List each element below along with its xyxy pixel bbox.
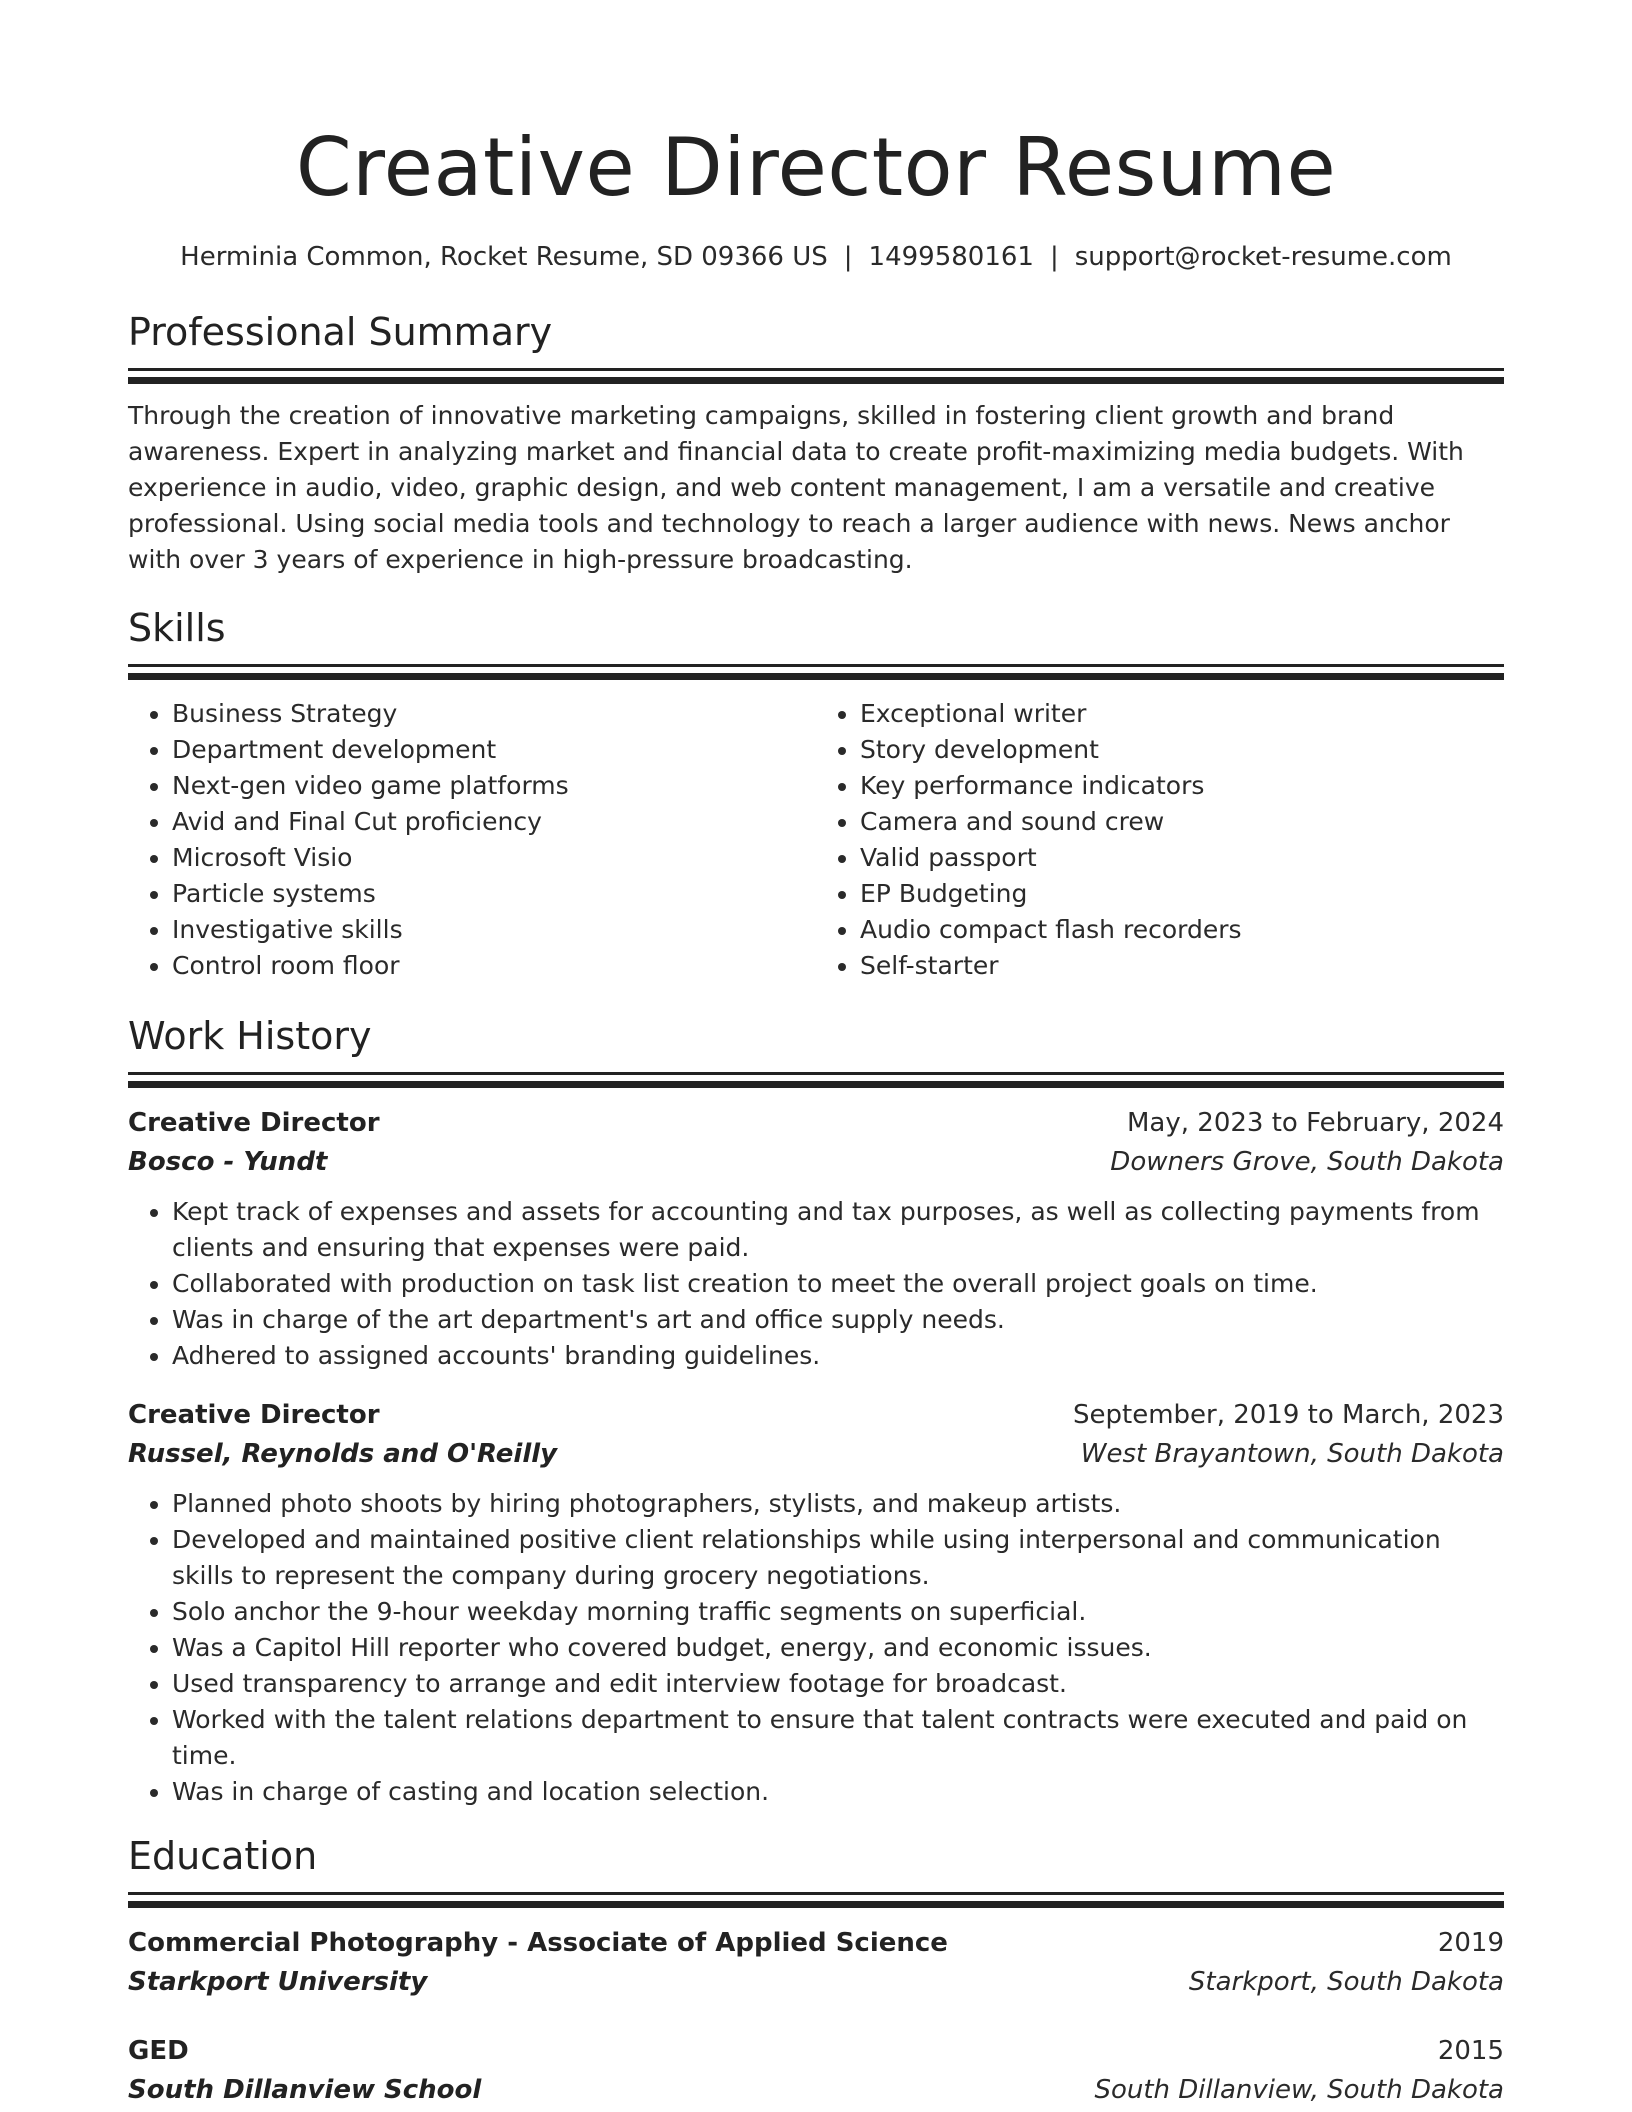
job-dates: May, 2023 to February, 2024	[1127, 1108, 1504, 1138]
job-location: West Brayantown, South Dakota	[1080, 1439, 1504, 1469]
job-subheader	[128, 1434, 1504, 1474]
education-header	[128, 1924, 1504, 1962]
job-bullet: • Was in charge of casting and location selection.	[172, 1774, 1504, 1810]
job-bullet: • Solo anchor the 9-hour weekday morning traffic segments on superficial.	[172, 1594, 1504, 1630]
contact-separator: |	[843, 242, 853, 272]
section-divider	[128, 368, 1504, 371]
job-bullet: • Used transparency to arrange and edit interview footage for broadcast.	[172, 1666, 1504, 1702]
skills-heading: Skills	[128, 606, 226, 650]
job-bullets	[128, 1486, 1504, 1810]
skill-item: • Microsoft Visio	[172, 840, 816, 876]
section-divider-thick	[128, 1081, 1504, 1088]
section-divider	[128, 1072, 1504, 1075]
education-entry	[128, 1924, 1504, 2002]
job-location: Downers Grove, South Dakota	[1110, 1147, 1504, 1177]
skill-item: • Exceptional writer	[860, 696, 1504, 732]
skill-item: • Camera and sound crew	[860, 804, 1504, 840]
job-dates: September, 2019 to March, 2023	[1073, 1400, 1504, 1430]
skills-list-right	[816, 696, 1504, 984]
education-subheader	[128, 1962, 1504, 2002]
job-bullet: • Worked with the talent relations department to ensure that talent contracts were executed and paid on time.	[172, 1702, 1504, 1774]
education-school: South Dillanview School	[128, 2075, 482, 2105]
skill-item: • Story development	[860, 732, 1504, 768]
section-divider-thick	[128, 673, 1504, 680]
education-subheader	[128, 2070, 1504, 2110]
summary-section	[128, 308, 1504, 578]
education-heading: Education	[128, 1834, 318, 1878]
job-company: Russel, Reynolds and O'Reilly	[128, 1439, 558, 1469]
skill-item: • Valid passport	[860, 840, 1504, 876]
skill-item: • Business Strategy	[172, 696, 816, 732]
education-header	[128, 2032, 1504, 2070]
skill-item: • Self-starter	[860, 948, 1504, 984]
summary-text: Through the creation of innovative marketing campaigns, skilled in fostering client growth and brand awareness. Expert in analyzing market and financial data to create profit-maximizing media budgets. With experience in audio, video, graphic design, and web content management, I am a versatile and creative professional. Using social media tools and technology to reach a larger audience with news. News anchor with over 3 years of experience in high-pressure broadcasting.	[128, 401, 1464, 574]
education-location: South Dillanview, South Dakota	[1094, 2075, 1504, 2105]
skill-item: • EP Budgeting	[860, 876, 1504, 912]
education-degree: Commercial Photography - Associate of Applied Science	[128, 1928, 948, 1958]
job-entry	[128, 1396, 1504, 1810]
job-entry	[128, 1104, 1504, 1374]
skill-item: • Particle systems	[172, 876, 816, 912]
education-entry	[128, 2032, 1504, 2110]
contact-address: Herminia Common, Rocket Resume, SD 09366 US	[180, 242, 828, 272]
skill-item: • Control room floor	[172, 948, 816, 984]
job-bullet: • Was in charge of the art department's art and office supply needs.	[172, 1302, 1504, 1338]
job-bullet: • Planned photo shoots by hiring photographers, stylists, and makeup artists.	[172, 1486, 1504, 1522]
skills-section	[128, 604, 1504, 984]
section-divider-thick	[128, 1901, 1504, 1908]
education-school: Starkport University	[128, 1967, 428, 1997]
work-history-section	[128, 1012, 1504, 1810]
job-header	[128, 1396, 1504, 1434]
skill-item: • Next-gen video game platforms	[172, 768, 816, 804]
job-bullets	[128, 1194, 1504, 1374]
contact-phone: 1499580161	[868, 242, 1034, 272]
work-history-heading: Work History	[128, 1014, 372, 1058]
job-header	[128, 1104, 1504, 1142]
skill-item: • Audio compact flash recorders	[860, 912, 1504, 948]
skills-list-left	[128, 696, 816, 984]
contact-email[interactable]: support@rocket-resume.com	[1074, 242, 1452, 272]
job-bullet: • Collaborated with production on task list creation to meet the overall project goals on time.	[172, 1266, 1504, 1302]
section-divider	[128, 1892, 1504, 1895]
job-title: Creative Director	[128, 1400, 380, 1430]
education-year: 2015	[1437, 2036, 1504, 2066]
job-bullet: • Adhered to assigned accounts' branding guidelines.	[172, 1338, 1504, 1374]
section-divider-thick	[128, 377, 1504, 384]
resume-title: Creative Director Resume	[295, 121, 1337, 214]
contact-separator: |	[1049, 242, 1059, 272]
contact-line	[128, 240, 1504, 274]
skill-item: • Investigative skills	[172, 912, 816, 948]
job-title: Creative Director	[128, 1108, 380, 1138]
summary-heading: Professional Summary	[128, 310, 553, 354]
skill-item: • Department development	[172, 732, 816, 768]
skill-item: • Key performance indicators	[860, 768, 1504, 804]
education-section	[128, 1832, 1504, 2110]
job-company: Bosco - Yundt	[128, 1147, 328, 1177]
section-divider	[128, 664, 1504, 667]
job-bullet: • Kept track of expenses and assets for accounting and tax purposes, as well as collecting payments from clients and ensuring that expenses were paid.	[172, 1194, 1504, 1266]
job-bullet: • Was a Capitol Hill reporter who covered budget, energy, and economic issues.	[172, 1630, 1504, 1666]
education-degree: GED	[128, 2036, 189, 2066]
skills-columns	[128, 696, 1504, 984]
skill-item: • Avid and Final Cut proficiency	[172, 804, 816, 840]
education-year: 2019	[1437, 1928, 1504, 1958]
education-location: Starkport, South Dakota	[1188, 1967, 1504, 1997]
job-subheader	[128, 1142, 1504, 1182]
job-bullet: • Developed and maintained positive client relationships while using interpersonal and communication skills to represent the company during grocery negotiations.	[172, 1522, 1504, 1594]
